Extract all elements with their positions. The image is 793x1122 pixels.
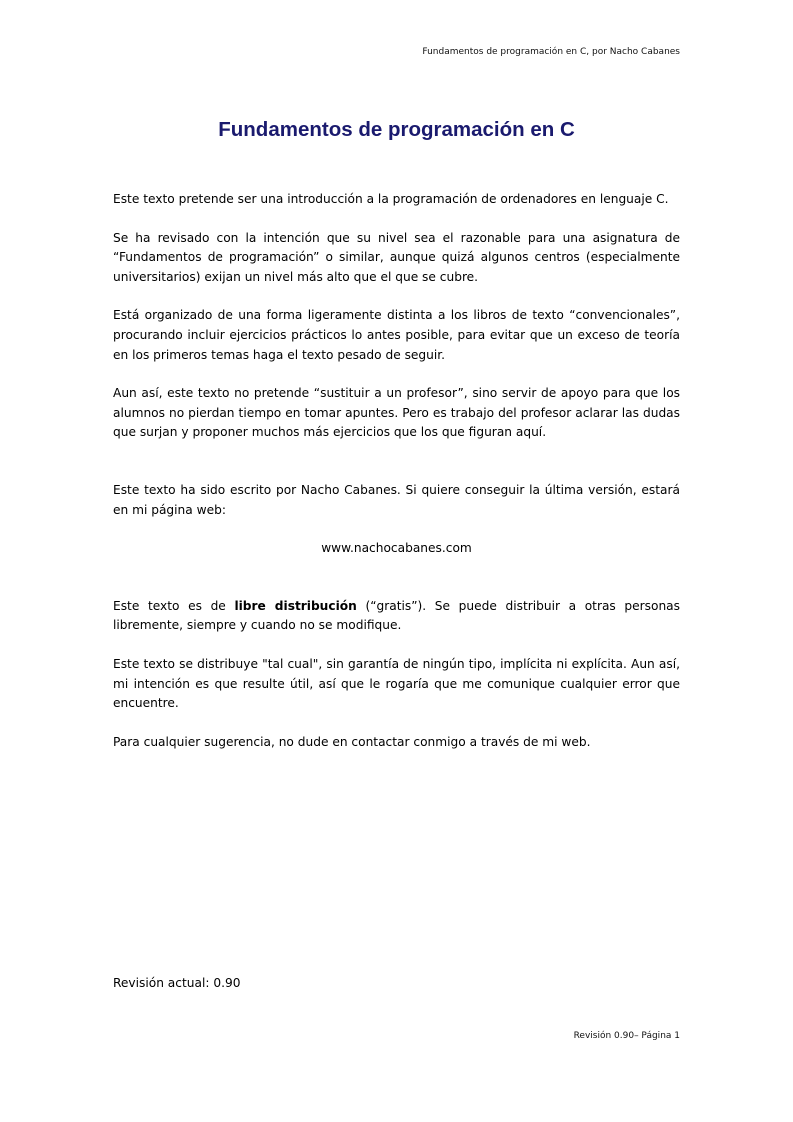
paragraph-level: Se ha revisado con la intención que su nivel sea el razonable para una asignatura de “Fundamentos de programación” o similar, aunque quizá algunos centros (especialmente universitarios) exijan un nivel más alto que el que se cubre. bbox=[113, 230, 680, 284]
license-bold: libre distribución bbox=[234, 598, 357, 613]
document-title: Fundamentos de programación en C bbox=[218, 118, 575, 141]
paragraph-warranty: Este texto se distribuye "tal cual", sin garantía de ningún tipo, implícita ni explícita. Aun así, mi intención es que resulte útil, así que le rogaría que me comunique cualquier error que encuentre. bbox=[113, 656, 680, 711]
license-text-after: (“gratis”). Se puede distribuir a otras personas libremente, siempre y cuando no se modifique. bbox=[113, 598, 680, 633]
paragraph-author: Este texto ha sido escrito por Nacho Cabanes. Si quiere conseguir la última versión, estará en mi página web: bbox=[113, 482, 680, 517]
license-text-before: Este texto es de bbox=[113, 598, 235, 613]
document-body bbox=[113, 190, 680, 752]
page-footer: Revisión 0.90– Página 1 bbox=[573, 1031, 680, 1041]
website-link[interactable]: www.nachocabanes.com bbox=[321, 541, 472, 556]
paragraph-support: Aun así, este texto no pretende “sustituir a un profesor”, sino servir de apoyo para que los alumnos no pierdan tiempo en tomar apuntes. Pero es trabajo del profesor aclarar las dudas que surjan y proponer muchos más ejercicios que los que figuran aquí. bbox=[113, 386, 680, 440]
paragraph-intro: Este texto pretende ser una introducción a la programación de ordenadores en lenguaje C. bbox=[113, 192, 669, 206]
paragraph-license bbox=[113, 597, 680, 636]
paragraph-organization: Está organizado de una forma ligeramente distinta a los libros de texto “convencionales”, procurando incluir ejercicios prácticos lo antes posible, para evitar que un exceso de teoría en los primeros temas haga el texto pesado de seguir. bbox=[113, 308, 680, 362]
paragraph-contact: Para cualquier sugerencia, no dude en contactar conmigo a través de mi web. bbox=[113, 734, 591, 749]
page-header: Fundamentos de programación en C, por Nacho Cabanes bbox=[422, 47, 680, 57]
revision-label: Revisión actual: 0.90 bbox=[113, 976, 241, 990]
